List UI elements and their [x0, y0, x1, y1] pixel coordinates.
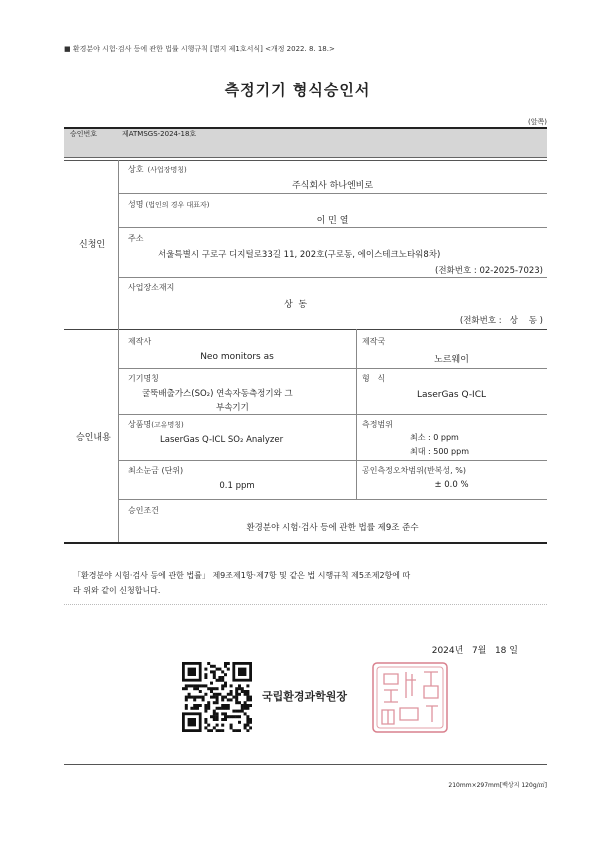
maker-label: 제작사 — [128, 337, 152, 346]
site-phone: (전화번호 : 상 동 ) — [459, 316, 543, 326]
device-label: 기기명칭 — [128, 374, 159, 383]
device-value-line1: 굴뚝배출가스(SO₂) 연속자동측정기와 그 — [142, 389, 293, 399]
maker-value: Neo monitors as — [200, 352, 274, 362]
form-header-note: ■ 환경분야 시험·검사 등에 관한 법률 시행규칙 [별지 제1호서식] <개정 2022. 8. 18.> — [64, 45, 335, 53]
min-scale-value: 0.1 ppm — [219, 481, 255, 491]
company-label: 상호 (사업장명칭) — [128, 165, 187, 174]
address-value: 서울특별시 구로구 디지털로33길 11, 202호(구로동, 에이스테크노타워8차) — [158, 250, 441, 260]
conditions-value: 환경분야 시험·검사 등에 관한 법률 제9조 준수 — [246, 523, 419, 533]
paper-spec-footer: 210mm×297mm[백상지 120g/㎡] — [448, 782, 547, 789]
range-max: 최대 : 500 ppm — [410, 447, 469, 456]
approval-content-section-label: 승인내용 — [76, 433, 111, 443]
issue-date: 2024년 7월 18 일 — [431, 646, 518, 656]
model-label: 형 식 — [362, 374, 386, 383]
site-value: 상 동 — [284, 300, 308, 310]
tolerance-value: ± 0.0 % — [434, 480, 469, 490]
representative-name: 이 민 열 — [316, 216, 349, 226]
tolerance-label: 공인측정오차범위(반복성, %) — [362, 466, 466, 475]
company-name: 주식회사 하나엔비로 — [291, 181, 374, 191]
product-label: 상품명(고유명칭) — [128, 420, 184, 429]
approval-number-value: 제ATMSGS-2024-18호 — [122, 130, 197, 138]
document-title: 측정기기 형식승인서 — [224, 81, 371, 99]
min-scale-label: 최소눈금 (단위) — [128, 466, 184, 475]
device-value-line2: 부속기기 — [216, 403, 249, 413]
official-seal-image — [370, 660, 450, 735]
applicant-section-label: 신청인 — [79, 240, 106, 250]
representative-label: 성명 (법인의 경우 대표자) — [128, 200, 210, 209]
country-label: 제작국 — [362, 337, 386, 346]
issuer-name: 국립환경과학원장 — [262, 690, 348, 703]
address-label: 주소 — [128, 234, 144, 243]
product-value: LaserGas Q-ICL SO₂ Analyzer — [160, 435, 284, 445]
model-value: LaserGas Q-ICL — [416, 390, 487, 400]
address-phone: (전화번호 : 02-2025-7023) — [435, 266, 543, 276]
country-value: 노르웨이 — [434, 355, 469, 365]
conditions-label: 승인조건 — [128, 506, 159, 515]
front-side-label: (앞쪽) — [528, 118, 547, 126]
range-label: 측정범위 — [362, 420, 393, 429]
statement-line1: 「환경분야 시험·검사 등에 관한 법률」 제9조제1항·제7항 및 같은 법 시행규칙 제5조제2항에 따 — [73, 571, 411, 580]
approval-number-label: 승인번호 — [70, 130, 98, 138]
site-label: 사업장소재지 — [128, 283, 175, 292]
range-min: 최소 : 0 ppm — [410, 433, 459, 442]
qr-code-image — [182, 662, 252, 732]
statement-line2: 라 위와 같이 신청합니다. — [73, 586, 161, 595]
